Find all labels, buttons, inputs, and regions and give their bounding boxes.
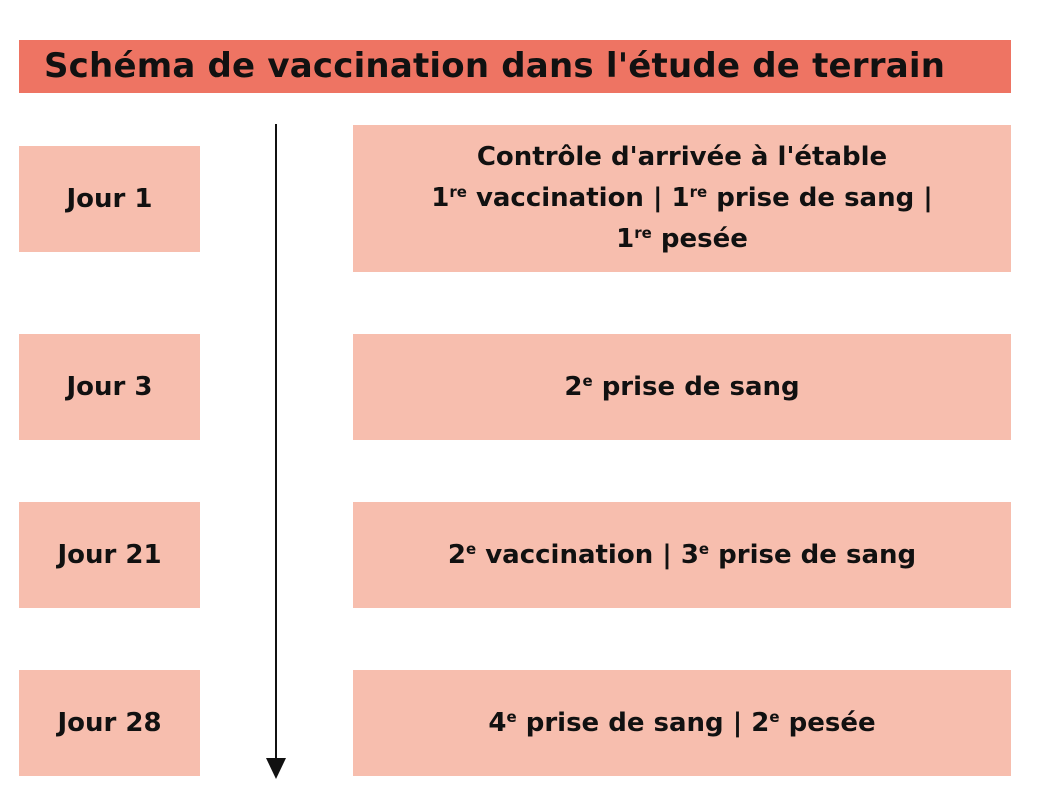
event-box-4 <box>353 670 1011 776</box>
ordinal-suffix: re <box>634 224 652 242</box>
event-line <box>564 367 799 408</box>
day-label: Jour 28 <box>57 708 162 738</box>
event-text: prise de sang | 2 <box>516 707 770 738</box>
event-text: vaccination | 3 <box>476 539 699 570</box>
ordinal-suffix: e <box>769 707 780 726</box>
ordinal-suffix: re <box>449 183 467 201</box>
day-box-2 <box>19 334 200 440</box>
event-text: Contrôle d'arrivée à l'étable <box>476 142 888 172</box>
event-box-1 <box>353 125 1011 272</box>
event-box-3 <box>353 502 1011 608</box>
event-text: 4 <box>488 707 507 738</box>
event-line <box>488 703 875 744</box>
event-line <box>616 219 748 260</box>
ordinal-suffix: e <box>698 539 710 558</box>
event-text: prise de sang | <box>707 183 933 213</box>
event-text: prise de sang <box>592 371 800 402</box>
day-label: Jour 21 <box>57 540 162 570</box>
event-text: 1 <box>431 183 450 213</box>
day-label: Jour 3 <box>66 372 153 402</box>
timeline-arrowhead <box>266 758 286 779</box>
day-box-3 <box>19 502 200 608</box>
day-box-1 <box>19 146 200 252</box>
event-text: 2 <box>564 371 583 402</box>
event-text: pesée <box>651 224 748 254</box>
day-label: Jour 1 <box>66 184 153 214</box>
event-line <box>431 178 933 219</box>
event-box-2 <box>353 334 1011 440</box>
event-text: 1 <box>616 224 635 254</box>
ordinal-suffix: re <box>689 183 708 201</box>
event-text: prise de sang <box>709 539 917 570</box>
event-text: 2 <box>447 539 466 570</box>
ordinal-suffix: e <box>506 707 517 726</box>
ordinal-suffix: e <box>465 539 477 558</box>
event-line <box>448 535 916 576</box>
event-line <box>477 137 887 178</box>
day-box-4 <box>19 670 200 776</box>
diagram-title: Schéma de vaccination dans l'étude de terrain <box>44 46 946 86</box>
event-text: pesée <box>779 707 876 738</box>
event-text: vaccination | 1 <box>466 183 690 213</box>
ordinal-suffix: e <box>582 371 593 390</box>
